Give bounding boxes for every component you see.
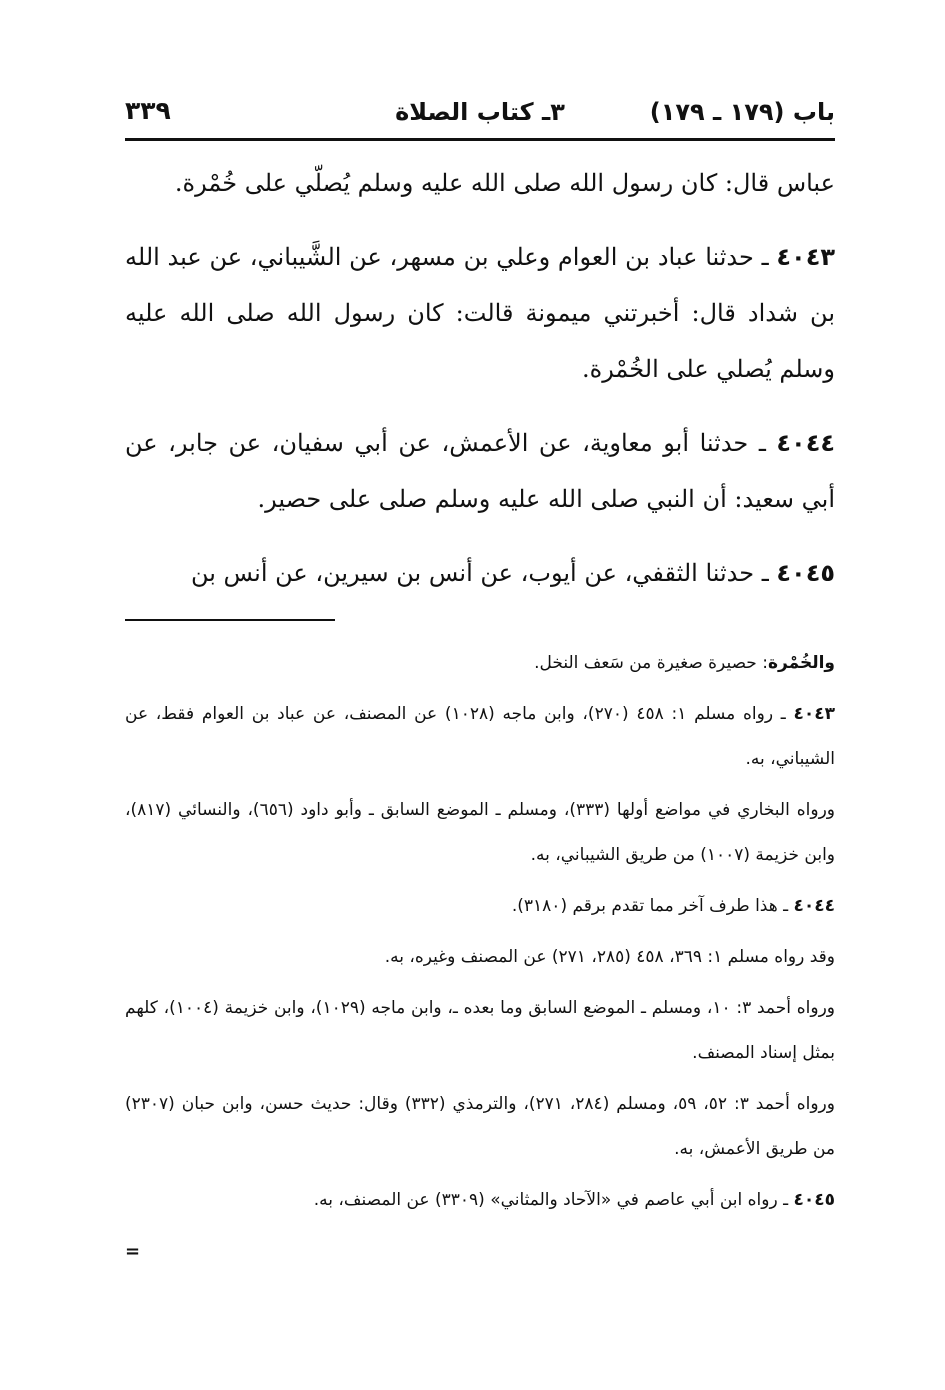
hadith-number: ٤٠٤٥: [776, 559, 835, 587]
paragraph-text: عباس قال: كان رسول الله صلى الله عليه وسلم يُصلّي على خُمْرة.: [174, 169, 835, 197]
hadith-number: ٤٠٤٤: [776, 429, 835, 457]
footnote-4043: [125, 692, 835, 782]
footnote-definition: [125, 641, 835, 686]
footnote-text: ورواه البخاري في مواضع أولها (٣٣٣)، ومسلم ـ الموضع السابق ـ وأبو داود (٦٥٦)، والنسائي (٨١٧)، وابن خزيمة (١٠٠٧) من طريق الشيباني، به.: [125, 800, 835, 865]
footnote-text: ورواه أحمد ٣: ٥٢، ٥٩، ومسلم (٢٨٤، ٢٧١)، والترمذي (٣٣٢) وقال: حديث حسن، وابن حبان (٢٣٠٧) من طريق الأعمش، به.: [125, 1094, 835, 1159]
definition-text: : حصيرة صغيرة من سَعف النخل.: [534, 653, 768, 673]
hadith-text: ـ حدثنا أبو معاوية، عن الأعمش، عن أبي سفيان، عن جابر، عن أبي سعيد: أن النبي صلى الله عليه وسلم صلى على حصير.: [125, 429, 835, 513]
footnote-separator: [125, 619, 335, 621]
paragraph-continuation: [125, 155, 835, 211]
footnote-4044-cont-2: [125, 986, 835, 1076]
footnotes: [125, 641, 835, 1274]
hadith-text: ـ حدثنا الثقفي، عن أيوب، عن أنس بن سيرين، عن أنس بن: [190, 559, 777, 587]
footnote-number: ٤٠٤٤: [793, 896, 835, 916]
hadith-number: ٤٠٤٣: [776, 243, 835, 271]
footnote-number: ٤٠٤٣: [793, 704, 836, 724]
main-text: [125, 155, 835, 601]
hadith-4043: [125, 229, 835, 397]
book-page: [125, 88, 835, 1328]
continuation-mark: =: [125, 1241, 141, 1262]
footnote-text: ـ رواه مسلم ١: ٤٥٨ (٢٧٠)، وابن ماجه (١٠٢٨) عن المصنف، عن عباد بن العوام فقط، عن الشيباني، به.: [125, 704, 835, 769]
footnote-4044-cont-3: [125, 1082, 835, 1172]
footnote-text: ـ رواه ابن أبي عاصم في «الآحاد والمثاني» (٣٣٠٩) عن المصنف، به.: [313, 1190, 794, 1210]
page-header: [125, 88, 835, 134]
hadith-text: ـ حدثنا عباد بن العوام وعلي بن مسهر، عن الشَّيباني، عن عبد الله بن شداد قال: أخبرتني ميمونة قالت: كان رسول الله صلى الله عليه وسلم يُصلي على الخُمْرة.: [125, 243, 835, 383]
footnote-text: وقد رواه مسلم ١: ٣٦٩، ٤٥٨ (٢٨٥، ٢٧١) عن المصنف وغيره، به.: [384, 947, 835, 967]
hadith-4044: [125, 415, 835, 527]
chapter-heading: باب (١٧٩ ـ ١٧٩): [649, 98, 835, 126]
book-title: ٣ـ كتاب الصلاة: [395, 98, 565, 126]
hadith-4045: [125, 545, 835, 601]
header-rule: [125, 138, 835, 141]
footnote-4044-cont-1: [125, 935, 835, 980]
page-number: ٣٣٩: [125, 96, 171, 125]
footnote-text: ـ هذا طرف آخر مما تقدم برقم (٣١٨٠).: [511, 896, 794, 916]
footnote-number: ٤٠٤٥: [793, 1190, 835, 1210]
footnote-4044: [125, 884, 835, 929]
footnote-text: ورواه أحمد ٣: ١٠، ومسلم ـ الموضع السابق وما بعده ـ، وابن ماجه (١٠٢٩)، وابن خزيمة (١٠٠٤)، كلهم بمثل إسناد المصنف.: [125, 998, 836, 1063]
defined-term: والخُمْرة: [767, 653, 835, 673]
footnote-4043-cont: [125, 788, 835, 878]
footnote-4045: [125, 1178, 835, 1223]
